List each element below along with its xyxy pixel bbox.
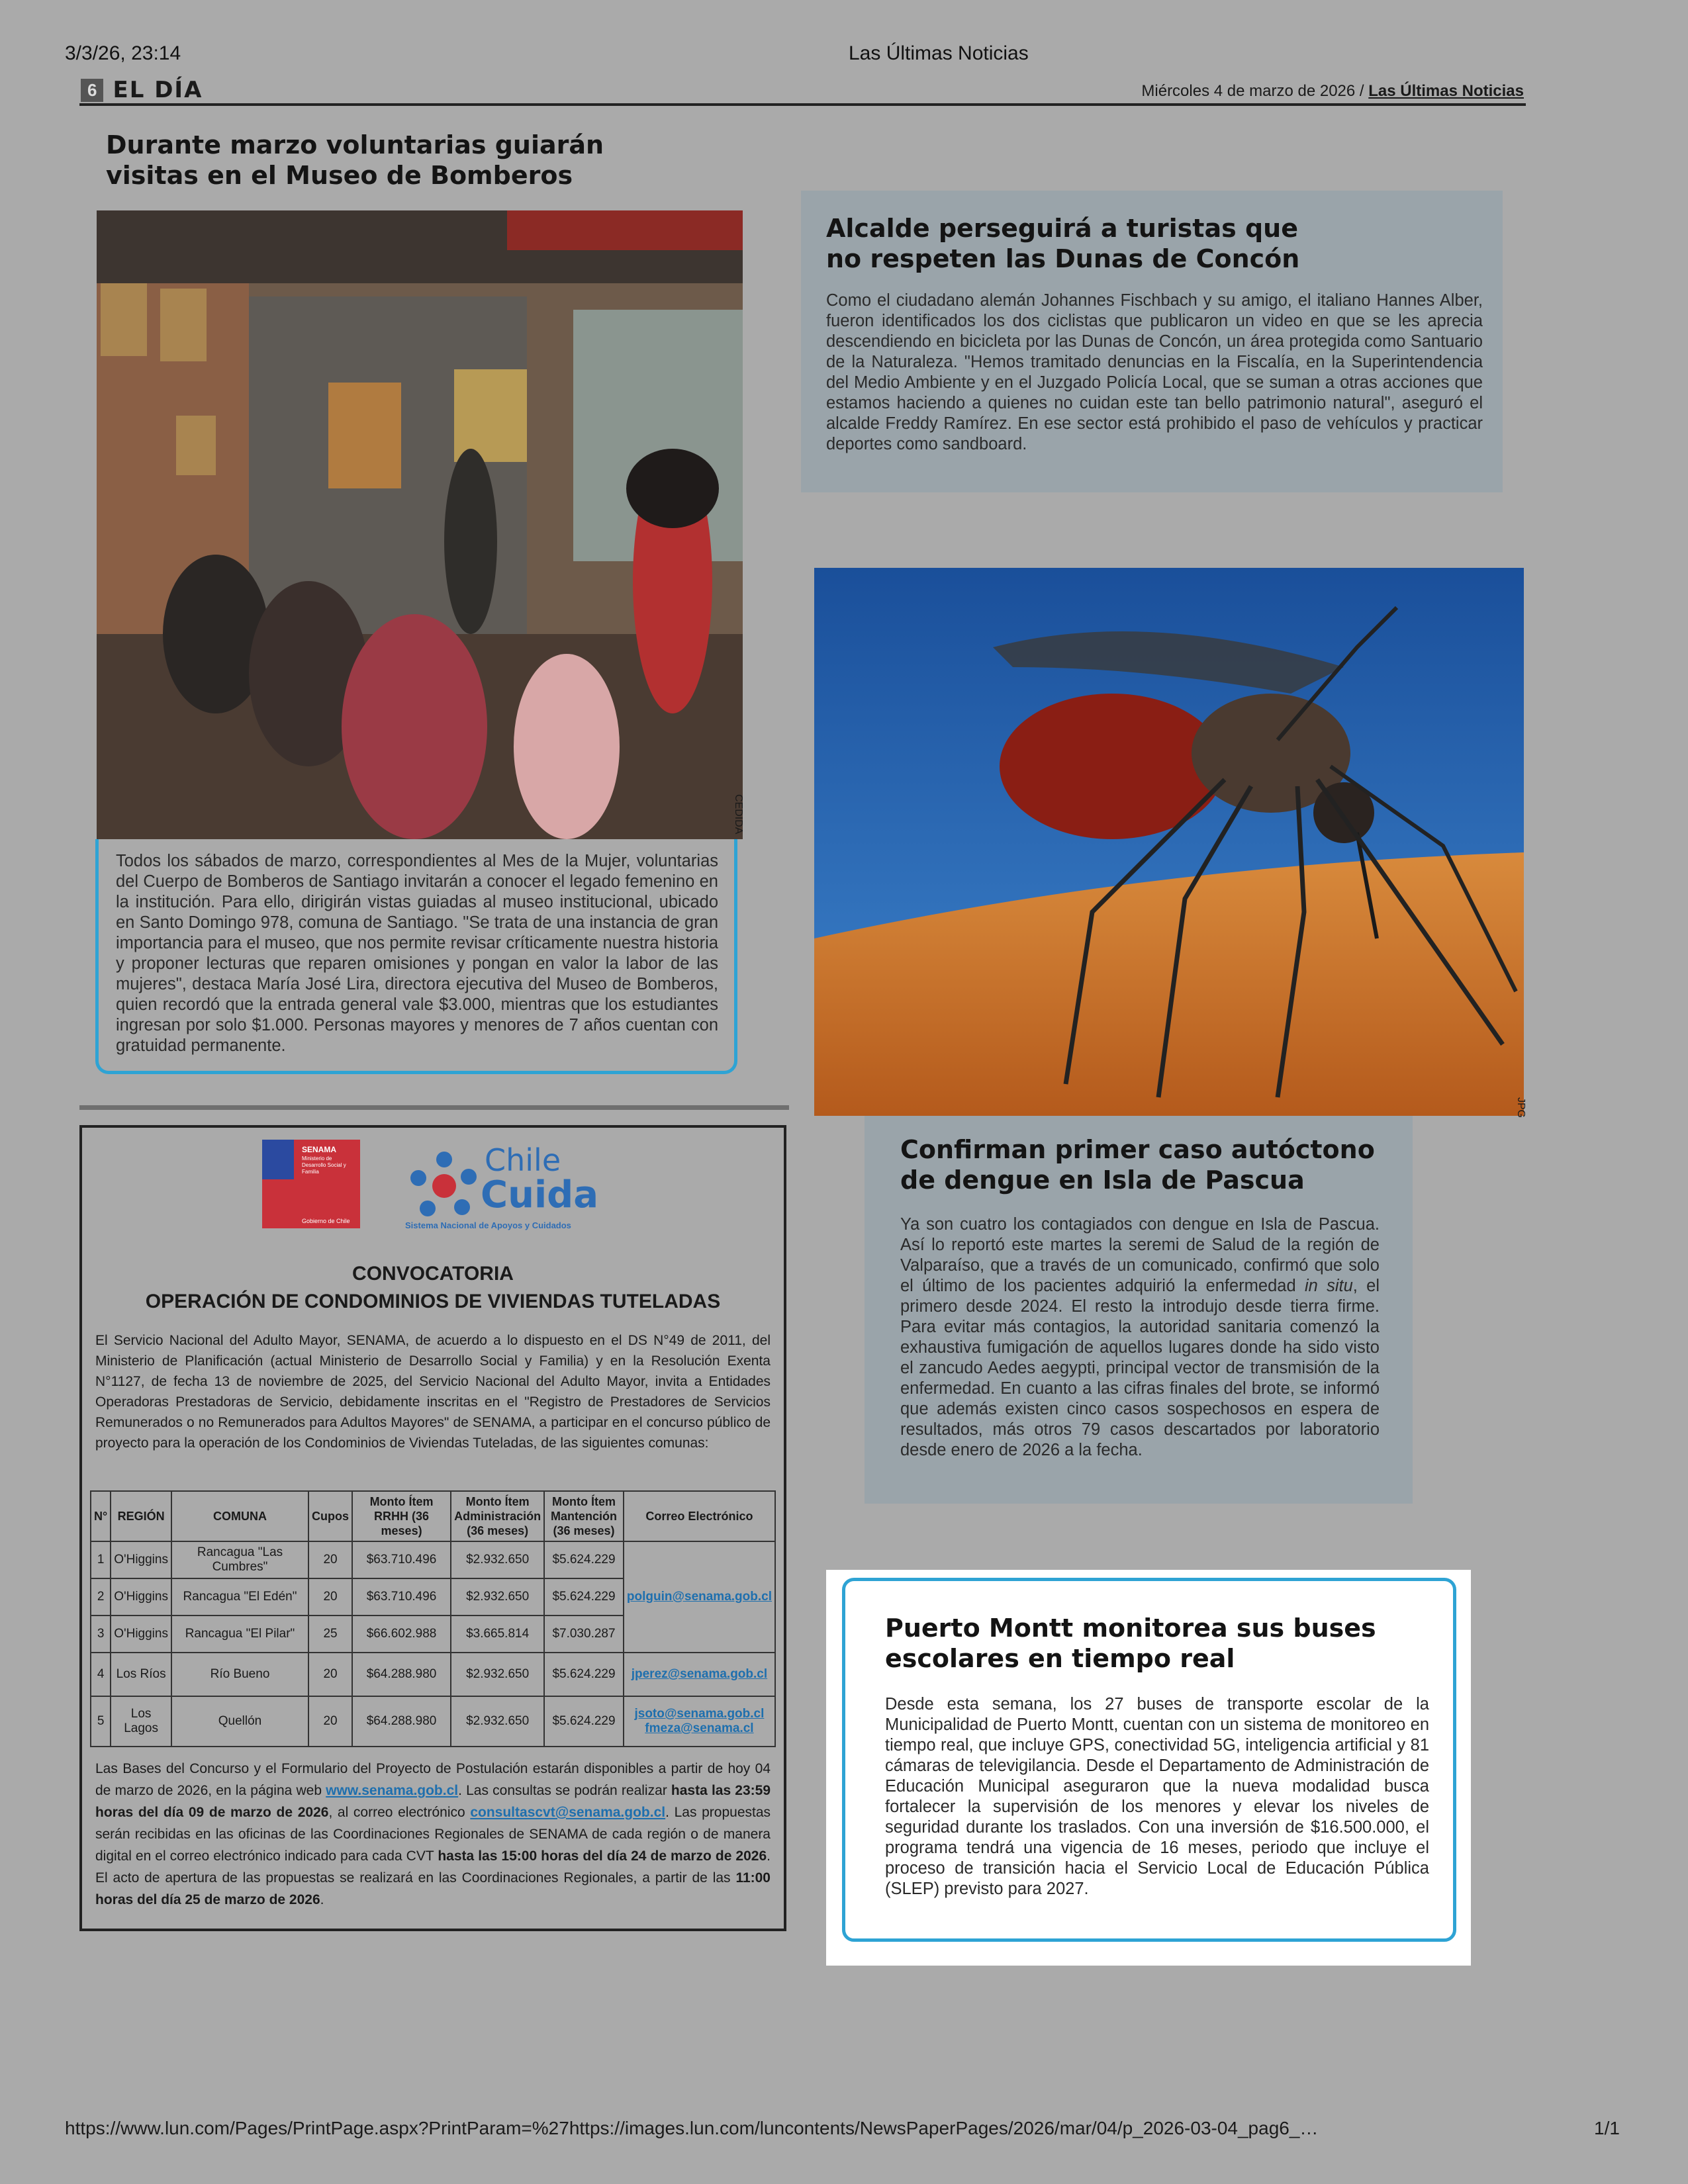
header-rule bbox=[79, 103, 1526, 106]
chile-cuida-logo: Chile Cuida Sistema Nacional de Apoyos y Cuidados bbox=[405, 1142, 599, 1230]
print-url: https://www.lun.com/Pages/PrintPage.aspx?PrintParam=%27https://images.lun.com/luncontents/NewsPaperPages/2026/mar/04/p_2026-03-04_pag6_… bbox=[65, 2118, 1319, 2138]
senama-ad bbox=[79, 1125, 786, 1931]
table-row: 4 Los Ríos Río Bueno 20 $64.288.980 $2.932.650 $5.624.229 jperez@senama.gob.cl bbox=[91, 1653, 775, 1696]
mosquito-photo bbox=[814, 568, 1524, 1116]
section-header bbox=[81, 77, 203, 103]
table-row: 1 O'Higgins Rancagua "Las Cumbres" 20 $63.710.496 $2.932.650 $5.624.229 polguin@senama.gob.cl bbox=[91, 1541, 775, 1578]
chile-flag-icon bbox=[262, 1140, 294, 1179]
museum-photo bbox=[97, 210, 743, 839]
section-title: EL DÍA bbox=[113, 77, 203, 103]
ohiggins-email-cell bbox=[624, 1541, 775, 1653]
page-number: 6 bbox=[81, 79, 103, 102]
mosquito-photo-credit: JPG bbox=[1515, 1097, 1526, 1118]
museum-headline: Durante marzo voluntarias guiarán visitas en el Museo de Bomberos bbox=[106, 130, 604, 191]
dunas-headline: Alcalde perseguirá a turistas que no respeten las Dunas de Concón bbox=[826, 214, 1300, 274]
museum-caption-box bbox=[95, 839, 737, 1074]
loslagos-email-link-1[interactable]: jsoto@senama.gob.cl bbox=[634, 1707, 765, 1721]
print-site-title: Las Últimas Noticias bbox=[849, 42, 1029, 64]
ad-table-header: N° REGIÓN COMUNA Cupos Monto Ítem RRHH (36 meses) Monto Ítem Administración (36 meses) Monto Ítem Mantención (36 meses) Correo Electrónico bbox=[91, 1491, 775, 1541]
losrios-email-cell bbox=[624, 1653, 775, 1696]
senama-logo: SENAMA Ministerio de Desarrollo Social y Familia Gobierno de Chile bbox=[262, 1140, 360, 1228]
chile-cuida-icon bbox=[405, 1146, 483, 1224]
loslagos-email-link-2[interactable]: fmeza@senama.cl bbox=[645, 1721, 754, 1735]
losrios-email-link[interactable]: jperez@senama.gob.cl bbox=[631, 1667, 768, 1681]
table-row: 2 O'Higgins Rancagua "El Edén" 20 $63.710.496 $2.932.650 $5.624.229 bbox=[91, 1578, 775, 1615]
ohiggins-email-link[interactable]: polguin@senama.gob.cl bbox=[626, 1590, 772, 1604]
dunas-body: Como el ciudadano alemán Johannes Fischbach y su amigo, el italiano Hannes Alber, fueron identificados los dos ciclistas que publicaron un video en que se les aprecia descendiendo en bicicleta por las Dunas de Concón, un área protegida como Santuario de la Naturaleza. "Hemos tramitado denuncias en la Fiscalía, en la Superintendencia del Medio Ambiente y en el Juzgado Policía Local, que se suman a otras acciones que estamos haciendo a quienes no cuidan este tan bello patrimonio natural", aseguró el alcalde Freddy Ramírez. En ese sector está prohibido el paso de vehículos y practicar deportes como sandboard. bbox=[826, 291, 1483, 453]
ad-intro: El Servicio Nacional del Adulto Mayor, SENAMA, de acuerdo a lo dispuesto en el DS N°49 de 2011, del Ministerio de Planificación (actual Ministerio de Desarrollo Social y Familia) y en la Resolución Exenta N°1127, de fecha 13 de noviembre de 2025, del Servicio Nacional del Adulto Mayor, invita a Entidades Operadoras Prestadoras de Servicio, debidamente inscritas en el "Registro de Prestadores de Servicios Remunerados o no Remunerados para Adultos Mayores" de SENAMA, a participar en el concurso público de proyecto para la operación de los Condominios de Viviendas Tuteladas, de las siguientes comunas: bbox=[95, 1333, 771, 1451]
dengue-article bbox=[865, 1116, 1413, 1504]
buses-body: Desde esta semana, los 27 buses de transporte escolar de la Municipalidad de Puerto Montt, cuentan con un sistema de monitoreo en tiempo real, que incluye GPS, conectividad 5G, inteligencia artificial y 81 cámaras de televigilancia. Desde el Departamento de Administración de Educación Municipal aseguraron que la nueva modalidad busca fortalecer la supervisión de los menores y elevar los niveles de seguridad durante los traslados. Con una inversión de $16.500.000, el programa tendrá una vigencia de 16 meses, periodo que incluye el proceso de transición hacia el Servicio Local de Educación Pública (SLEP) previsto para 2027. bbox=[885, 1694, 1429, 1898]
consultas-email-link[interactable]: consultascvt@senama.gob.cl bbox=[470, 1805, 666, 1820]
buses-article-frame bbox=[826, 1570, 1471, 1966]
museum-photo-credit: CEDIDA bbox=[733, 794, 744, 835]
buses-headline: Puerto Montt monitorea sus buses escolares en tiempo real bbox=[885, 1614, 1376, 1674]
print-page-count: 1/1 bbox=[1594, 2118, 1620, 2138]
mosquito-illustration bbox=[814, 568, 1524, 1116]
print-datetime: 3/3/26, 23:14 bbox=[65, 42, 181, 64]
ad-table-wrap bbox=[90, 1490, 776, 1747]
ad-title: CONVOCATORIA OPERACIÓN DE CONDOMINIOS DE VIVIENDAS TUTELADAS bbox=[145, 1263, 721, 1312]
museum-photo-illustration bbox=[97, 210, 743, 839]
dengue-body: Ya son cuatro los contagiados con dengue en Isla de Pascua. Así lo reportó este martes la seremi de Salud de la región de Valparaíso, que a través de un comunicado, confirmó que solo el último de los pacientes adquirió la enfermedad in situ, el primero desde 2024. El resto la introdujo desde tierra firme. Para evitar más contagios, la autoridad sanitaria comenzó la exhaustiva fumigación de aquellos lugares donde ha sido visto el zancudo Aedes aegypti, principal vector de transmisión de la enfermedad. En cuanto a las cifras finales del brote, se informó que además existen cinco casos sospechosos en espera de resultados, más otros 79 casos descartados por laboratorio desde enero de 2026 a la fecha. bbox=[900, 1214, 1380, 1459]
header-date-line: Miércoles 4 de marzo de 2026 / Las Últimas Noticias bbox=[1141, 82, 1524, 100]
ad-table bbox=[90, 1490, 776, 1747]
buses-article bbox=[842, 1578, 1456, 1942]
ad-footer: Las Bases del Concurso y el Formulario del Proyecto de Postulación estarán disponibles a partir de hoy 04 de marzo de 2026, en la página web www.senama.gob.cl. Las consultas se podrán realizar hasta las 23:59 horas del día 09 de marzo de 2026, al correo electrónico consultascvt@senama.gob.cl. Las propuestas serán recibidas en las oficinas de las Coordinaciones Regionales de SENAMA de cada región o de manera digital en el correo electrónico indicado para cada CVT hasta las 15:00 horas del día 24 de marzo de 2026. El acto de apertura de las propuestas se realizará en las Coordinaciones Regionales, a partir de las 11:00 horas del día 25 de marzo de 2026. bbox=[95, 1761, 771, 1907]
senama-website-link[interactable]: www.senama.gob.cl bbox=[326, 1783, 459, 1798]
table-row: 3 O'Higgins Rancagua "El Pilar" 25 $66.602.988 $3.665.814 $7.030.287 bbox=[91, 1615, 775, 1653]
dunas-article bbox=[801, 191, 1503, 492]
paper-name: Las Últimas Noticias bbox=[1368, 82, 1524, 100]
dengue-headline: Confirman primer caso autóctono de dengue en Isla de Pascua bbox=[900, 1135, 1375, 1195]
loslagos-email-cell bbox=[624, 1696, 775, 1747]
museum-body: Todos los sábados de marzo, correspondientes al Mes de la Mujer, voluntarias del Cuerpo de Bomberos de Santiago invitarán a conocer el legado femenino en la institución. Para ello, dirigirán vistas guiadas al museo institucional, ubicado en Santo Domingo 978, comuna de Santiago. "Se trata de una instancia de gran importancia para el museo, que nos permite revisar críticamente nuestra historia y proponer lecturas que reparen omisiones y pongan en valor la labor de las mujeres", destaca María José Lira, directora ejecutiva del Museo de Bomberos, quien recordó que la entrada general vale $3.000, mientras que los estudiantes ingresan por solo $1.000. Personas mayores y menores de 7 años cuentan con gratuidad permanente. bbox=[116, 852, 718, 1055]
table-row: 5 Los Lagos Quellón 20 $64.288.980 $2.932.650 $5.624.229 jsoto@senama.gob.cl fmeza@senama.cl bbox=[91, 1696, 775, 1747]
issue-date: Miércoles 4 de marzo de 2026 bbox=[1141, 82, 1356, 100]
section-divider bbox=[79, 1105, 789, 1110]
